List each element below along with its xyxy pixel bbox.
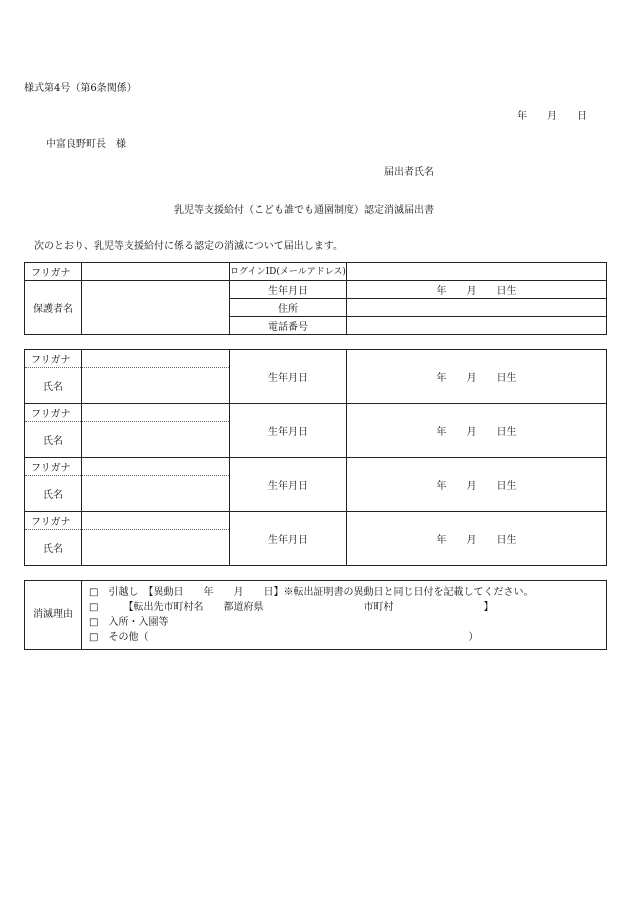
guardian-name-field[interactable] xyxy=(82,281,230,335)
child-birth-label: 生年月日 xyxy=(230,404,347,458)
reason-option-admission[interactable]: □ 入所・入園等 xyxy=(89,617,169,628)
child-name-field[interactable] xyxy=(82,476,230,512)
form-title: 乳児等支援給付（こども誰でも通園制度）認定消滅届出書 xyxy=(174,205,434,216)
guardian-furigana-field[interactable] xyxy=(82,263,230,281)
child-name-label: 氏名 xyxy=(25,476,82,512)
child-birth-value[interactable]: 年 月 日生 xyxy=(347,350,607,404)
reason-option-destination[interactable]: □ 【転出先市町村名 都道府県 市町村 】 xyxy=(89,602,494,613)
child-birth-value[interactable]: 年 月 日生 xyxy=(347,458,607,512)
child-name-label: 氏名 xyxy=(25,422,82,458)
child-birth-value[interactable]: 年 月 日生 xyxy=(347,512,607,566)
reason-label: 消滅理由 xyxy=(25,581,82,649)
guardian-phone-field[interactable] xyxy=(347,317,607,335)
child-furigana-field[interactable] xyxy=(82,350,230,368)
login-id-label: ログインID(メールアドレス) xyxy=(230,263,347,281)
child-furigana-label: フリガナ xyxy=(25,458,82,476)
child-name-label: 氏名 xyxy=(25,530,82,566)
child-birth-value[interactable]: 年 月 日生 xyxy=(347,404,607,458)
child-birth-label: 生年月日 xyxy=(230,512,347,566)
child-furigana-field[interactable] xyxy=(82,404,230,422)
reason-option-moving[interactable]: □ 引越し 【異動日 年 月 日】※転出証明書の異動日と同じ日付を記載してください。 xyxy=(89,587,534,598)
guardian-address-label: 住所 xyxy=(230,299,347,317)
date-line: 年 月 日 xyxy=(517,111,587,122)
guardian-table xyxy=(24,262,607,335)
children-table xyxy=(24,349,607,566)
guardian-phone-label: 電話番号 xyxy=(230,317,347,335)
guardian-furigana-label: フリガナ xyxy=(25,263,82,281)
reason-box xyxy=(24,580,607,650)
guardian-address-field[interactable] xyxy=(347,299,607,317)
reason-option-other[interactable]: □ その他（ ） xyxy=(89,632,479,643)
guardian-birth-value[interactable]: 年 月 日生 xyxy=(347,281,607,299)
child-name-field[interactable] xyxy=(82,530,230,566)
child-furigana-label: フリガナ xyxy=(25,350,82,368)
form-number: 様式第4号（第6条関係） xyxy=(24,83,137,94)
child-name-field[interactable] xyxy=(82,422,230,458)
child-birth-label: 生年月日 xyxy=(230,350,347,404)
child-furigana-label: フリガナ xyxy=(25,512,82,530)
login-id-field[interactable] xyxy=(347,263,607,281)
child-birth-label: 生年月日 xyxy=(230,458,347,512)
child-name-field[interactable] xyxy=(82,368,230,404)
addressee: 中富良野町長 様 xyxy=(46,139,126,150)
intro-text: 次のとおり、乳児等支援給付に係る認定の消滅について届出します。 xyxy=(34,241,343,252)
child-furigana-field[interactable] xyxy=(82,512,230,530)
guardian-birth-label: 生年月日 xyxy=(230,281,347,299)
child-name-label: 氏名 xyxy=(25,368,82,404)
child-furigana-label: フリガナ xyxy=(25,404,82,422)
applicant-label: 届出者氏名 xyxy=(384,167,434,178)
guardian-name-label: 保護者名 xyxy=(25,281,82,335)
child-furigana-field[interactable] xyxy=(82,458,230,476)
